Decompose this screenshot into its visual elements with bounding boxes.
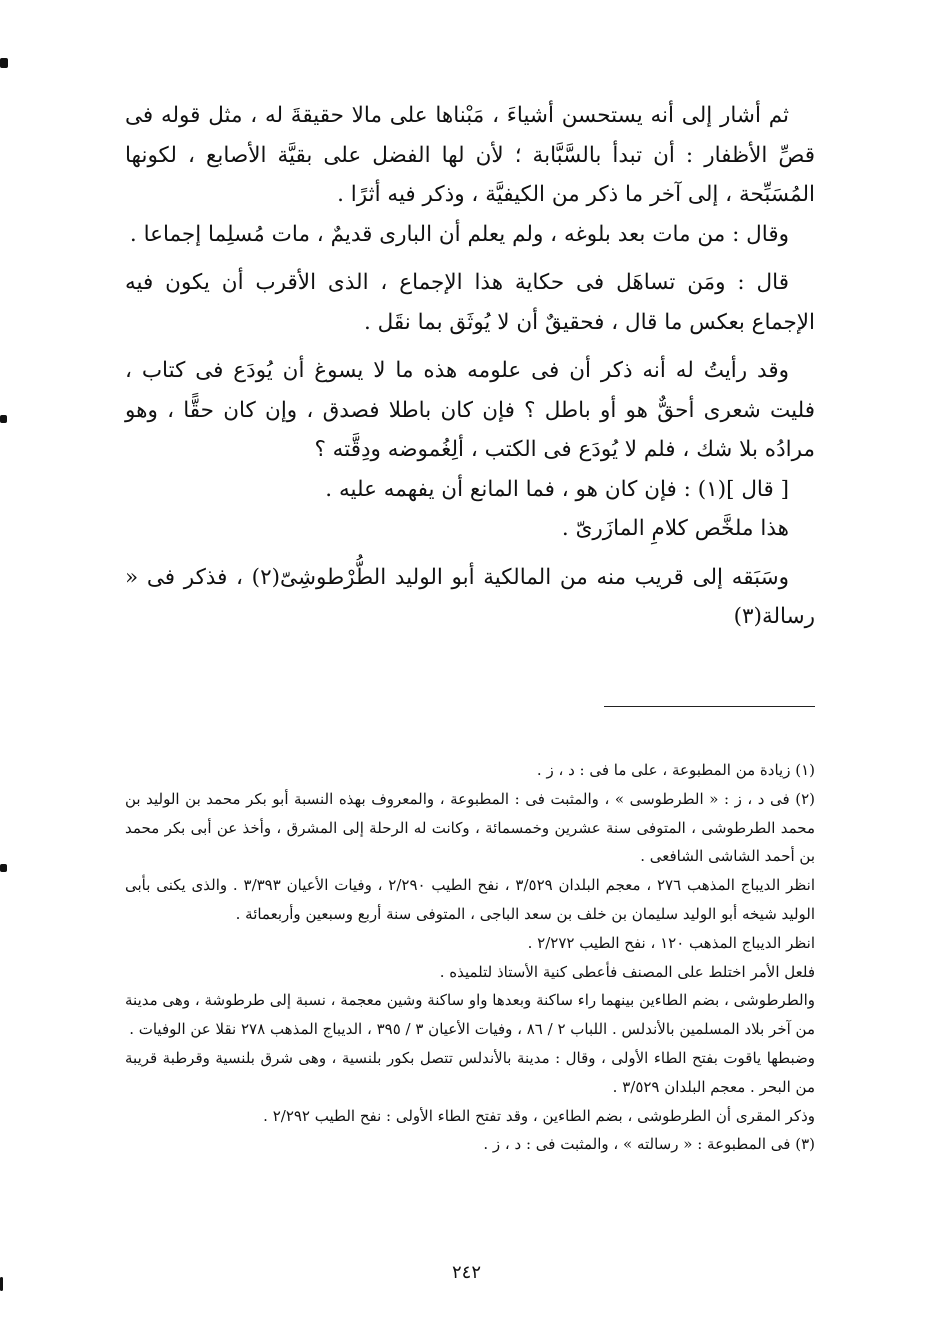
paragraph-4: وقد رأيتُ له أنه ذكر أن فى علومه هذه ما لا يسوغ أن يُودَع فى كتاب ، فليت شعرى أحقٌّ هو أو باطل ؟ فإن كان باطلا فصدق ، وإن كان حقًّا ، وهو مرادُه بلا شك ، فلم لا يُودَع فى الكتب ، ألِغُموضه ودِقَّته ؟: [125, 358, 815, 462]
footnote-2-remark: فلعل الأمر اختلط على المصنف فأعطى كنية الأستاذ لتلميذه .: [439, 962, 815, 981]
main-text: [125, 96, 815, 637]
footnote-2-pronunciation: والطرطوشى ، بضم الطاءين بينهما راء ساكنة وبعدها واو ساكنة وشين معجمة ، نسبة إلى طرطوشة ، وهى مدينة من آخر بلاد المسلمين بالأندلس . اللباب ٢ / ٨٦ ، وفيات الأعيان ٣ / ٣٩٥ ، الديباج المذهب ٢٧٨ نقلا عن الوفيات .: [125, 991, 815, 1039]
margin-mark-2: [0, 415, 7, 423]
margin-mark-3: [0, 864, 7, 872]
footnote-1: (١) زيادة من المطبوعة ، على ما فى : د ، ز .: [536, 761, 815, 779]
footnote-2-maqqari: وذكر المقرى أن الطرطوشى ، بضم الطاءين ، وقد تفتح الطاء الأولى : نفح الطيب ٢/٢٩٢ .: [263, 1106, 815, 1125]
paragraph-5: [ قال ](١) : فإن كان هو ، فما المانع أن يفهمه عليه .: [325, 476, 789, 502]
footnote-2-yaqut: وضبطها ياقوت بفتح الطاء الأولى ، وقال : مدينة بالأندلس تتصل بكور بلنسية ، وهى شرق بلنسية وقرطبة قريبة من البحر . معجم البلدان ٣/٥٢٩ .: [125, 1048, 815, 1096]
footnote-divider: [604, 706, 815, 707]
paragraph-2: وقال : من مات بعد بلوغه ، ولم يعلم أن البارى قديمٌ ، مات مُسلِما إجماعا .: [129, 221, 789, 247]
paragraph-6: هذا ملخَّص كلامِ المازَرىّ .: [561, 516, 789, 541]
footnote-3: (٣) فى المطبوعة : « رسالته » ، والمثبت فى : د ، ز .: [483, 1135, 815, 1154]
paragraph-3: قال : ومَن تساهَل فى حكاية هذا الإجماع ، الذى الأقرب أن يكون فيه الإجماع بعكس ما قال ، فحقيقٌ أن لا يُوثَق بما نقَل .: [125, 270, 815, 335]
footnotes: [125, 756, 815, 1159]
margin-mark-1: [0, 58, 8, 68]
footnote-2-sources-2: انظر الديباج المذهب ١٢٠ ، نفح الطيب ٢/٢٧٢ .: [527, 933, 815, 952]
page-number: ٢٤٢: [451, 1262, 481, 1283]
footnote-2: (٢) فى د ، ز : « الطرطوسى » ، والمثبت فى : المطبوعة ، والمعروف بهذه النسبة أبو بكر محمد بن الوليد بن محمد الطرطوشى ، المتوفى سنة عشرين وخمسمائة ، وكانت له الرحلة إلى المشرق ، وأخذ عن أبى بكر محمد بن أحمد الشاشى الشافعى .: [125, 789, 815, 866]
paragraph-7: وسَبَقه إلى قريب منه من المالكية أبو الوليد الطُّرْطوشِىّ(٢) ، فذكر فى « رسالة(٣): [125, 564, 815, 629]
footnote-2-sources: انظر الديباج المذهب ٢٧٦ ، معجم البلدان ٣/٥٢٩ ، نفح الطيب ٢/٢٩٠ ، وفيات الأعيان ٣/٣٩٣ . والذى يكنى بأبى الوليد شيخه أبو الوليد سليمان بن خلف بن سعد الباجى ، المتوفى سنة أربع وسبعين وأربعمائة .: [125, 876, 815, 923]
paragraph-1: ثم أشار إلى أنه يستحسن أشياءَ ، مَبْناها على مالا حقيقةَ له ، مثل قوله فى قصِّ الأظفار : أن تبدأ بالسَّبَّابة ؛ لأن لها الفضل على بقيَّة الأصابع ، لكونها المُسَبِّحة ، إلى آخر ما ذكر من الكيفيَّة ، وذكر فيه أثرًا .: [125, 103, 815, 207]
